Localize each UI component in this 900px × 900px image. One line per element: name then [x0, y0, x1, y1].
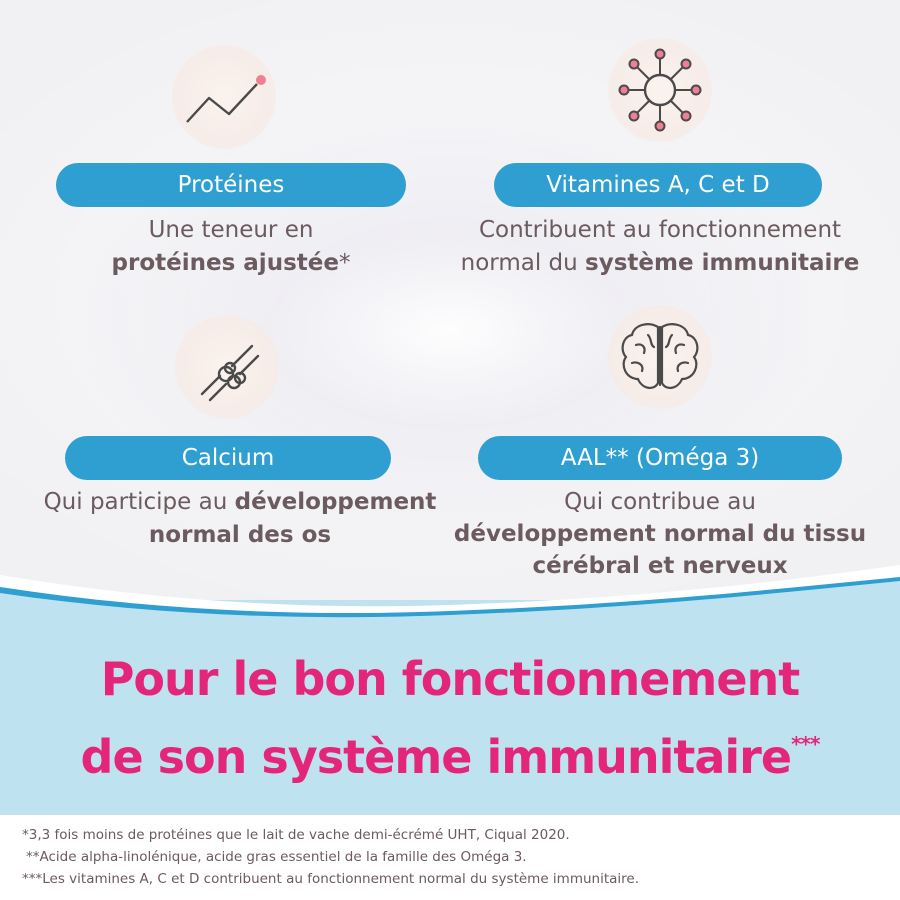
vitamines-description [430, 214, 890, 280]
brain-icon [608, 305, 712, 409]
footnote-1: *3,3 fois moins de protéines que le lait de vache demi-écrémé UHT, Ciqual 2020. [22, 827, 570, 843]
vitamines-pill [494, 163, 822, 207]
headline-line2 [0, 730, 900, 784]
vitamines-label: Vitamines A, C et D [546, 172, 770, 198]
desc-bold-text: normal des os [148, 522, 332, 548]
desc-text: * [338, 250, 351, 276]
virus-cell-icon [608, 38, 712, 142]
desc-bold-text: cérébral et nerveux [532, 553, 788, 579]
proteines-pill [56, 163, 406, 207]
desc-bold-text: développement normal du tissu [453, 521, 867, 547]
trend-chart-icon [172, 45, 276, 149]
aal-label: AAL** (Oméga 3) [560, 445, 760, 471]
footnote-2: **Acide alpha-linolénique, acide gras essentiel de la famille des Oméga 3. [26, 849, 527, 865]
calcium-pill [65, 436, 391, 480]
aal-pill [478, 436, 842, 480]
calcium-description [0, 486, 480, 552]
headline-line1 [0, 652, 900, 706]
desc-text: Une teneur en [148, 217, 314, 243]
desc-text: Contribuent au fonctionnement [478, 217, 842, 243]
proteines-label: Protéines [177, 172, 285, 198]
desc-bold-text: système immunitaire [585, 250, 860, 276]
proteines-description [56, 214, 406, 280]
desc-bold-text: développement [234, 489, 437, 515]
headline-sup: *** [791, 732, 820, 756]
footnotes-panel [0, 815, 900, 900]
footnote-3: ***Les vitamines A, C et D contribuent au fonctionnement normal du système immunitaire. [22, 871, 639, 887]
desc-text: normal du [460, 250, 586, 276]
desc-text: Qui participe au [43, 489, 235, 515]
headline-text: de son système immunitaire [80, 730, 792, 784]
headline-text: Pour le bon fonctionnement [100, 652, 800, 706]
calcium-label: Calcium [181, 445, 275, 471]
bone-joint-icon [175, 315, 279, 419]
desc-bold-text: protéines ajustée [111, 250, 339, 276]
desc-text: Qui contribue au [564, 489, 756, 515]
